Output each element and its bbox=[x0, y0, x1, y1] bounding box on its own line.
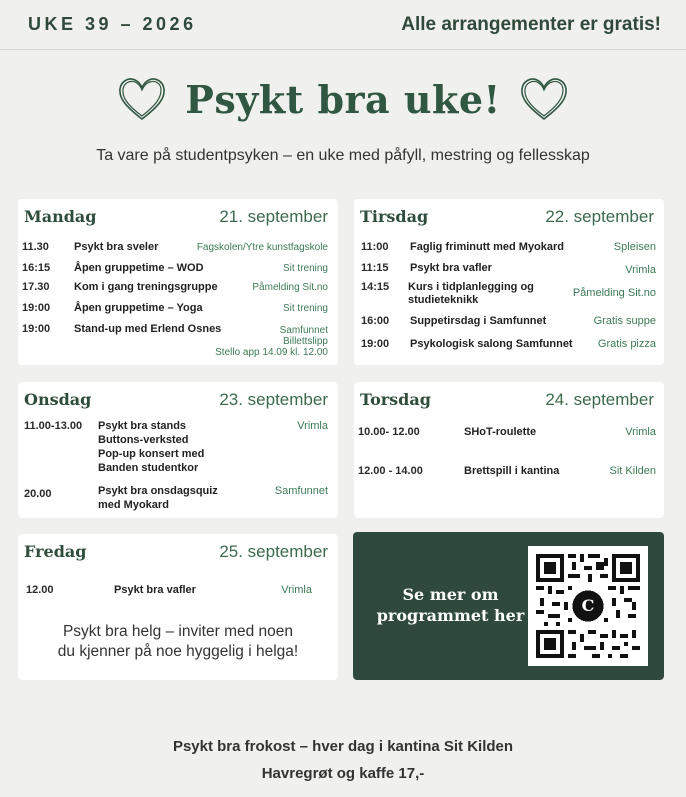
event-row: 10.00- 12.00 SHoT-roulette Vrimla bbox=[358, 426, 656, 438]
day-card-mandag bbox=[18, 199, 338, 365]
heart-outline-icon bbox=[517, 74, 571, 124]
qr-code[interactable] bbox=[528, 546, 648, 666]
day-date: 21. september bbox=[219, 207, 328, 226]
event-row: 12.00 - 14.00 Brettspill i kantina Sit Kilden bbox=[358, 465, 656, 477]
event-row: 11:15 Psykt bra vafler Vrimla bbox=[361, 262, 656, 276]
footer-breakfast: Psykt bra frokost – hver dag i kantina Sit Kilden bbox=[172, 738, 514, 755]
free-notice: Alle arrangementer er gratis! bbox=[401, 13, 661, 35]
footer-price: Havregrøt og kaffe 17,- bbox=[261, 765, 425, 782]
day-name: Fredag bbox=[24, 542, 87, 561]
qr-badge-letter: C bbox=[581, 596, 595, 616]
day-name: Mandag bbox=[24, 207, 97, 226]
event-row: 12.00 Psykt bra vafler Vrimla bbox=[26, 584, 312, 596]
top-bar bbox=[0, 0, 686, 50]
day-card-onsdag bbox=[18, 382, 338, 518]
week-label: UKE 39 – 2026 bbox=[28, 14, 197, 34]
event-row: 11:00 Faglig friminutt med Myokard Spleisen bbox=[361, 241, 656, 253]
day-name: Tirsdag bbox=[360, 207, 429, 226]
heart-outline-icon bbox=[115, 74, 169, 124]
day-card-tirsdag bbox=[354, 199, 664, 365]
hero bbox=[0, 68, 686, 130]
qr-panel[interactable] bbox=[353, 532, 664, 680]
day-card-fredag bbox=[18, 534, 338, 680]
event-row: 11.00-13.00 Psykt bra stands Buttons-verksted Pop-up konsert med Banden studentkor Vrimla bbox=[24, 420, 328, 474]
event-row: 19:00 Stand-up med Erlend Osnes Samfunnet Billettslipp Stello app 14.09 kl. 12.00 bbox=[22, 323, 328, 358]
event-row: 16:00 Suppetirsdag i Samfunnet Gratis suppe bbox=[361, 315, 656, 327]
event-row: 19:00 Psykologisk salong Samfunnet Gratis pizza bbox=[361, 338, 656, 350]
event-row: 20.00 Psykt bra onsdagsquiz med Myokard Samfunnet bbox=[24, 485, 328, 511]
weekend-message: Psykt bra helg – inviter med noen du kjenner på noe hyggelig i helga! bbox=[57, 623, 299, 660]
event-row: 14:15 Kurs i tidplanlegging og studieteknikk Påmelding Sit.no bbox=[361, 281, 656, 306]
event-row: 16:15 Åpen gruppetime – WOD Sit trening bbox=[22, 262, 328, 274]
page-title: Psykt bra uke! bbox=[185, 76, 501, 122]
qr-caption: Se mer om programmet her bbox=[376, 585, 525, 625]
event-row: 19:00 Åpen gruppetime – Yoga Sit trening bbox=[22, 302, 328, 314]
day-card-torsdag bbox=[354, 382, 664, 518]
day-name: Onsdag bbox=[24, 390, 92, 409]
event-row: 11.30 Psykt bra sveler Fagskolen/Ytre kunstfagskole bbox=[22, 241, 328, 253]
day-date: 24. september bbox=[545, 390, 654, 409]
event-row: 17.30 Kom i gang treningsgruppe Påmelding Sit.no bbox=[22, 281, 328, 293]
day-date: 23. september bbox=[219, 390, 328, 409]
tagline: Ta vare på studentpsyken – en uke med påfyll, mestring og fellesskap bbox=[96, 147, 590, 164]
day-date: 22. september bbox=[545, 207, 654, 226]
day-name: Torsdag bbox=[360, 390, 431, 409]
day-date: 25. september bbox=[219, 542, 328, 561]
